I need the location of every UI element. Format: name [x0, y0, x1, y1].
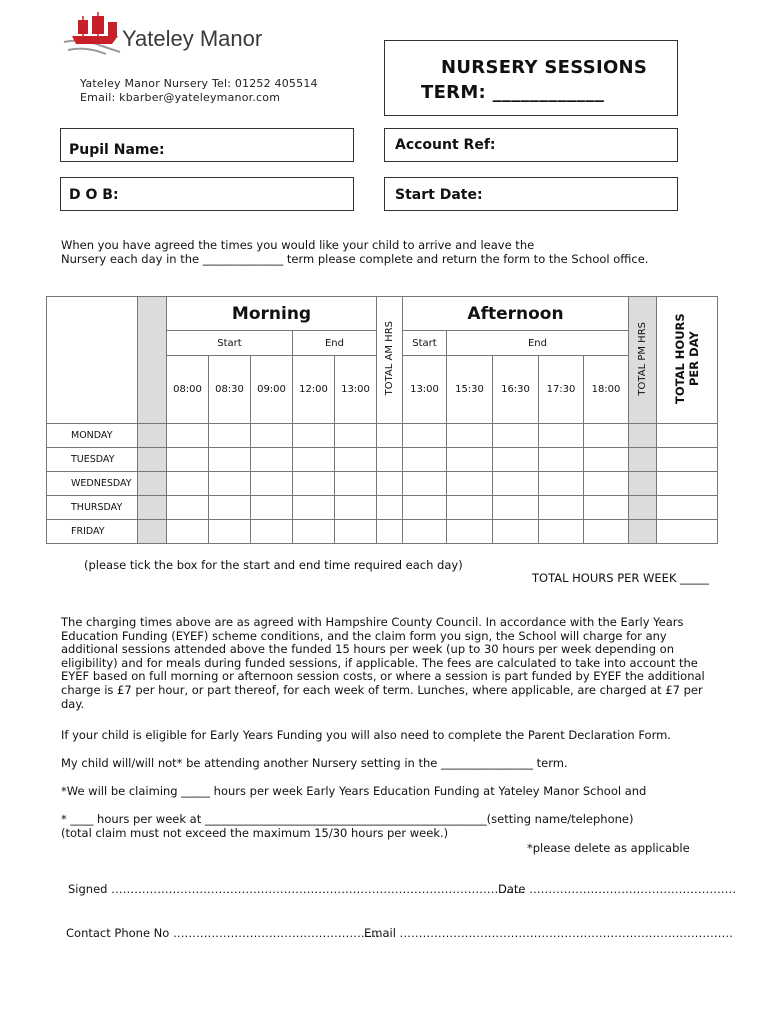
tick-box[interactable] [167, 424, 209, 448]
tick-box[interactable] [584, 472, 629, 496]
total-claim-text: (total claim must not exceed the maximum 15/30 hours per week.) [61, 826, 449, 840]
gray-cell [138, 448, 167, 472]
title-box [384, 40, 678, 116]
tick-box[interactable] [167, 496, 209, 520]
tick-box[interactable] [377, 424, 403, 448]
morning-start: Start [167, 331, 293, 356]
time-header: 09:00 [251, 356, 293, 424]
time-header: 08:30 [209, 356, 251, 424]
tick-box[interactable] [377, 496, 403, 520]
charging-line: Education Funding (EYEF) scheme conditions, and the claim form you sign, the School will charge for any [61, 628, 667, 643]
tick-box[interactable] [403, 472, 447, 496]
time-header: 15:30 [447, 356, 493, 424]
gray-cell [629, 520, 657, 544]
gray-spacer [138, 297, 167, 424]
tick-box[interactable] [335, 448, 377, 472]
table-row [47, 472, 718, 496]
day-name: THURSDAY [47, 496, 138, 520]
tick-box[interactable] [539, 448, 584, 472]
tick-box[interactable] [293, 424, 335, 448]
claiming-text[interactable]: *We will be claiming _____ hours per week Early Years Education Funding at Yateley Manor School and [61, 784, 647, 798]
delete-note: *please delete as applicable [527, 841, 690, 855]
time-header: 13:00 [403, 356, 447, 424]
day-name: FRIDAY [47, 520, 138, 544]
day-name: TUESDAY [47, 448, 138, 472]
total-am-header [377, 297, 403, 424]
tick-box[interactable] [209, 520, 251, 544]
morning-end: End [293, 331, 377, 356]
dob-label: D O B: [69, 187, 119, 203]
total-hours-week[interactable]: TOTAL HOURS PER WEEK _____ [532, 571, 709, 585]
time-header: 18:00 [584, 356, 629, 424]
tick-box[interactable] [539, 496, 584, 520]
pupil-name-field[interactable] [60, 128, 354, 162]
gray-cell [629, 448, 657, 472]
term-label[interactable]: TERM: ____________ [421, 82, 605, 103]
tick-box[interactable] [167, 520, 209, 544]
tick-box[interactable] [293, 520, 335, 544]
school-name: Yateley Manor [122, 26, 263, 51]
time-header: 12:00 [293, 356, 335, 424]
start-date-field[interactable] [384, 177, 678, 211]
total-am-label: TOTAL AM HRS [384, 321, 395, 396]
contact-phone-line[interactable]: Contact Phone No ……………………………………………… [66, 926, 380, 940]
eligible-text: If your child is eligible for Early Years Funding you will also need to complete the Parent Declaration Form. [61, 728, 671, 742]
tick-box[interactable] [447, 448, 493, 472]
morning-header: Morning [167, 297, 377, 331]
contact-phone: Yateley Manor Nursery Tel: 01252 405514 [80, 77, 318, 90]
gray-cell [138, 424, 167, 448]
charging-line: additional sessions attended above the funded 15 hours per week (up to 30 hours per week depending on [61, 642, 674, 657]
charging-line: The charging times above are as agreed with Hampshire County Council. In accordance with the Early Years [61, 615, 684, 629]
day-name: MONDAY [47, 424, 138, 448]
tick-box[interactable] [584, 496, 629, 520]
form-title: NURSERY SESSIONS [441, 57, 648, 78]
dob-field[interactable] [60, 177, 354, 211]
table-row [47, 424, 718, 448]
table-row [47, 448, 718, 472]
tick-box[interactable] [584, 424, 629, 448]
tick-box[interactable] [335, 424, 377, 448]
afternoon-end: End [447, 331, 629, 356]
tick-box[interactable] [403, 520, 447, 544]
pupil-name-label: Pupil Name: [69, 142, 165, 158]
ship-icon [62, 12, 124, 64]
date-line[interactable]: Date ……………………………………………… [498, 882, 737, 896]
table-row [47, 520, 718, 544]
other-nursery-text[interactable]: My child will/will not* be attending another Nursery setting in the ________________ term. [61, 756, 568, 770]
tick-box[interactable] [167, 472, 209, 496]
charging-paragraph [61, 616, 705, 711]
tick-box[interactable] [657, 472, 718, 496]
tick-box[interactable] [584, 520, 629, 544]
tick-box[interactable] [209, 424, 251, 448]
tick-box[interactable] [377, 448, 403, 472]
charging-line: day. [61, 696, 85, 711]
tick-box[interactable] [293, 496, 335, 520]
tick-box[interactable] [251, 496, 293, 520]
tick-box[interactable] [493, 472, 539, 496]
total-pm-label: TOTAL PM HRS [637, 321, 648, 396]
account-ref-field[interactable] [384, 128, 678, 162]
signed-line[interactable]: Signed ……………………………………………………………………………………………… [68, 882, 526, 896]
tick-note: (please tick the box for the start and end time required each day) [84, 558, 463, 572]
tick-box[interactable] [293, 472, 335, 496]
gray-cell [138, 520, 167, 544]
tick-box[interactable] [539, 472, 584, 496]
intro-line-1: When you have agreed the times you would like your child to arrive and leave the [61, 238, 535, 252]
tick-box[interactable] [251, 448, 293, 472]
total-pm-header [629, 297, 657, 424]
tick-box[interactable] [335, 520, 377, 544]
gray-cell [629, 424, 657, 448]
email-line[interactable]: Email …………………………………………………………………………… [364, 926, 734, 940]
afternoon-header: Afternoon [403, 297, 629, 331]
tick-box[interactable] [657, 424, 718, 448]
tick-box[interactable] [447, 472, 493, 496]
intro-line-2: Nursery each day in the ______________ term please complete and return the form to the School office. [61, 252, 649, 266]
tick-box[interactable] [377, 472, 403, 496]
sessions-table [46, 296, 718, 424]
blank-header [47, 297, 138, 424]
total-day-label: TOTAL HOURS PER DAY [673, 313, 701, 404]
tick-box[interactable] [403, 424, 447, 448]
tick-box[interactable] [251, 472, 293, 496]
charging-line: eligibility) and for meals during funded sessions, if applicable. The fees are calculated to take into account the [61, 655, 698, 670]
gray-cell [629, 496, 657, 520]
contact-email: Email: kbarber@yateleymanor.com [80, 91, 281, 104]
time-header: 13:00 [335, 356, 377, 424]
tick-box[interactable] [657, 520, 718, 544]
gray-cell [138, 472, 167, 496]
day-name: WEDNESDAY [47, 472, 138, 496]
afternoon-start: Start [403, 331, 447, 356]
charging-line: charge is £7 per hour, or part thereof, for each week of term. Lunches, where applicable, are charged at £7 per [61, 682, 703, 697]
time-header: 16:30 [493, 356, 539, 424]
tick-box[interactable] [335, 472, 377, 496]
school-logo [62, 12, 124, 64]
tick-box[interactable] [493, 448, 539, 472]
tick-box[interactable] [584, 448, 629, 472]
tick-box[interactable] [293, 448, 335, 472]
tick-box[interactable] [447, 424, 493, 448]
tick-box[interactable] [167, 448, 209, 472]
hours-at-text[interactable]: * ____ hours per week at _________________________________________________(setting name/telephone) [61, 812, 634, 826]
tick-box[interactable] [251, 520, 293, 544]
table-row [47, 496, 718, 520]
tick-box[interactable] [377, 520, 403, 544]
tick-box[interactable] [209, 472, 251, 496]
tick-box[interactable] [403, 496, 447, 520]
tick-box[interactable] [539, 424, 584, 448]
tick-box[interactable] [403, 448, 447, 472]
tick-box[interactable] [209, 496, 251, 520]
gray-cell [138, 496, 167, 520]
tick-box[interactable] [493, 520, 539, 544]
tick-box[interactable] [657, 448, 718, 472]
tick-box[interactable] [447, 496, 493, 520]
gray-cell [629, 472, 657, 496]
tick-box[interactable] [493, 424, 539, 448]
time-header: 08:00 [167, 356, 209, 424]
tick-box[interactable] [539, 520, 584, 544]
tick-box[interactable] [657, 496, 718, 520]
tick-box[interactable] [493, 496, 539, 520]
tick-box[interactable] [251, 424, 293, 448]
tick-box[interactable] [209, 448, 251, 472]
time-header: 17:30 [539, 356, 584, 424]
tick-box[interactable] [335, 496, 377, 520]
tick-box[interactable] [447, 520, 493, 544]
day-rows [46, 423, 718, 544]
total-day-header [657, 297, 718, 424]
charging-line: EYEF based on full morning or afternoon session costs, or where a session is part funded by EYEF the additional [61, 669, 705, 684]
start-date-label: Start Date: [395, 187, 483, 203]
account-ref-label: Account Ref: [395, 137, 496, 153]
